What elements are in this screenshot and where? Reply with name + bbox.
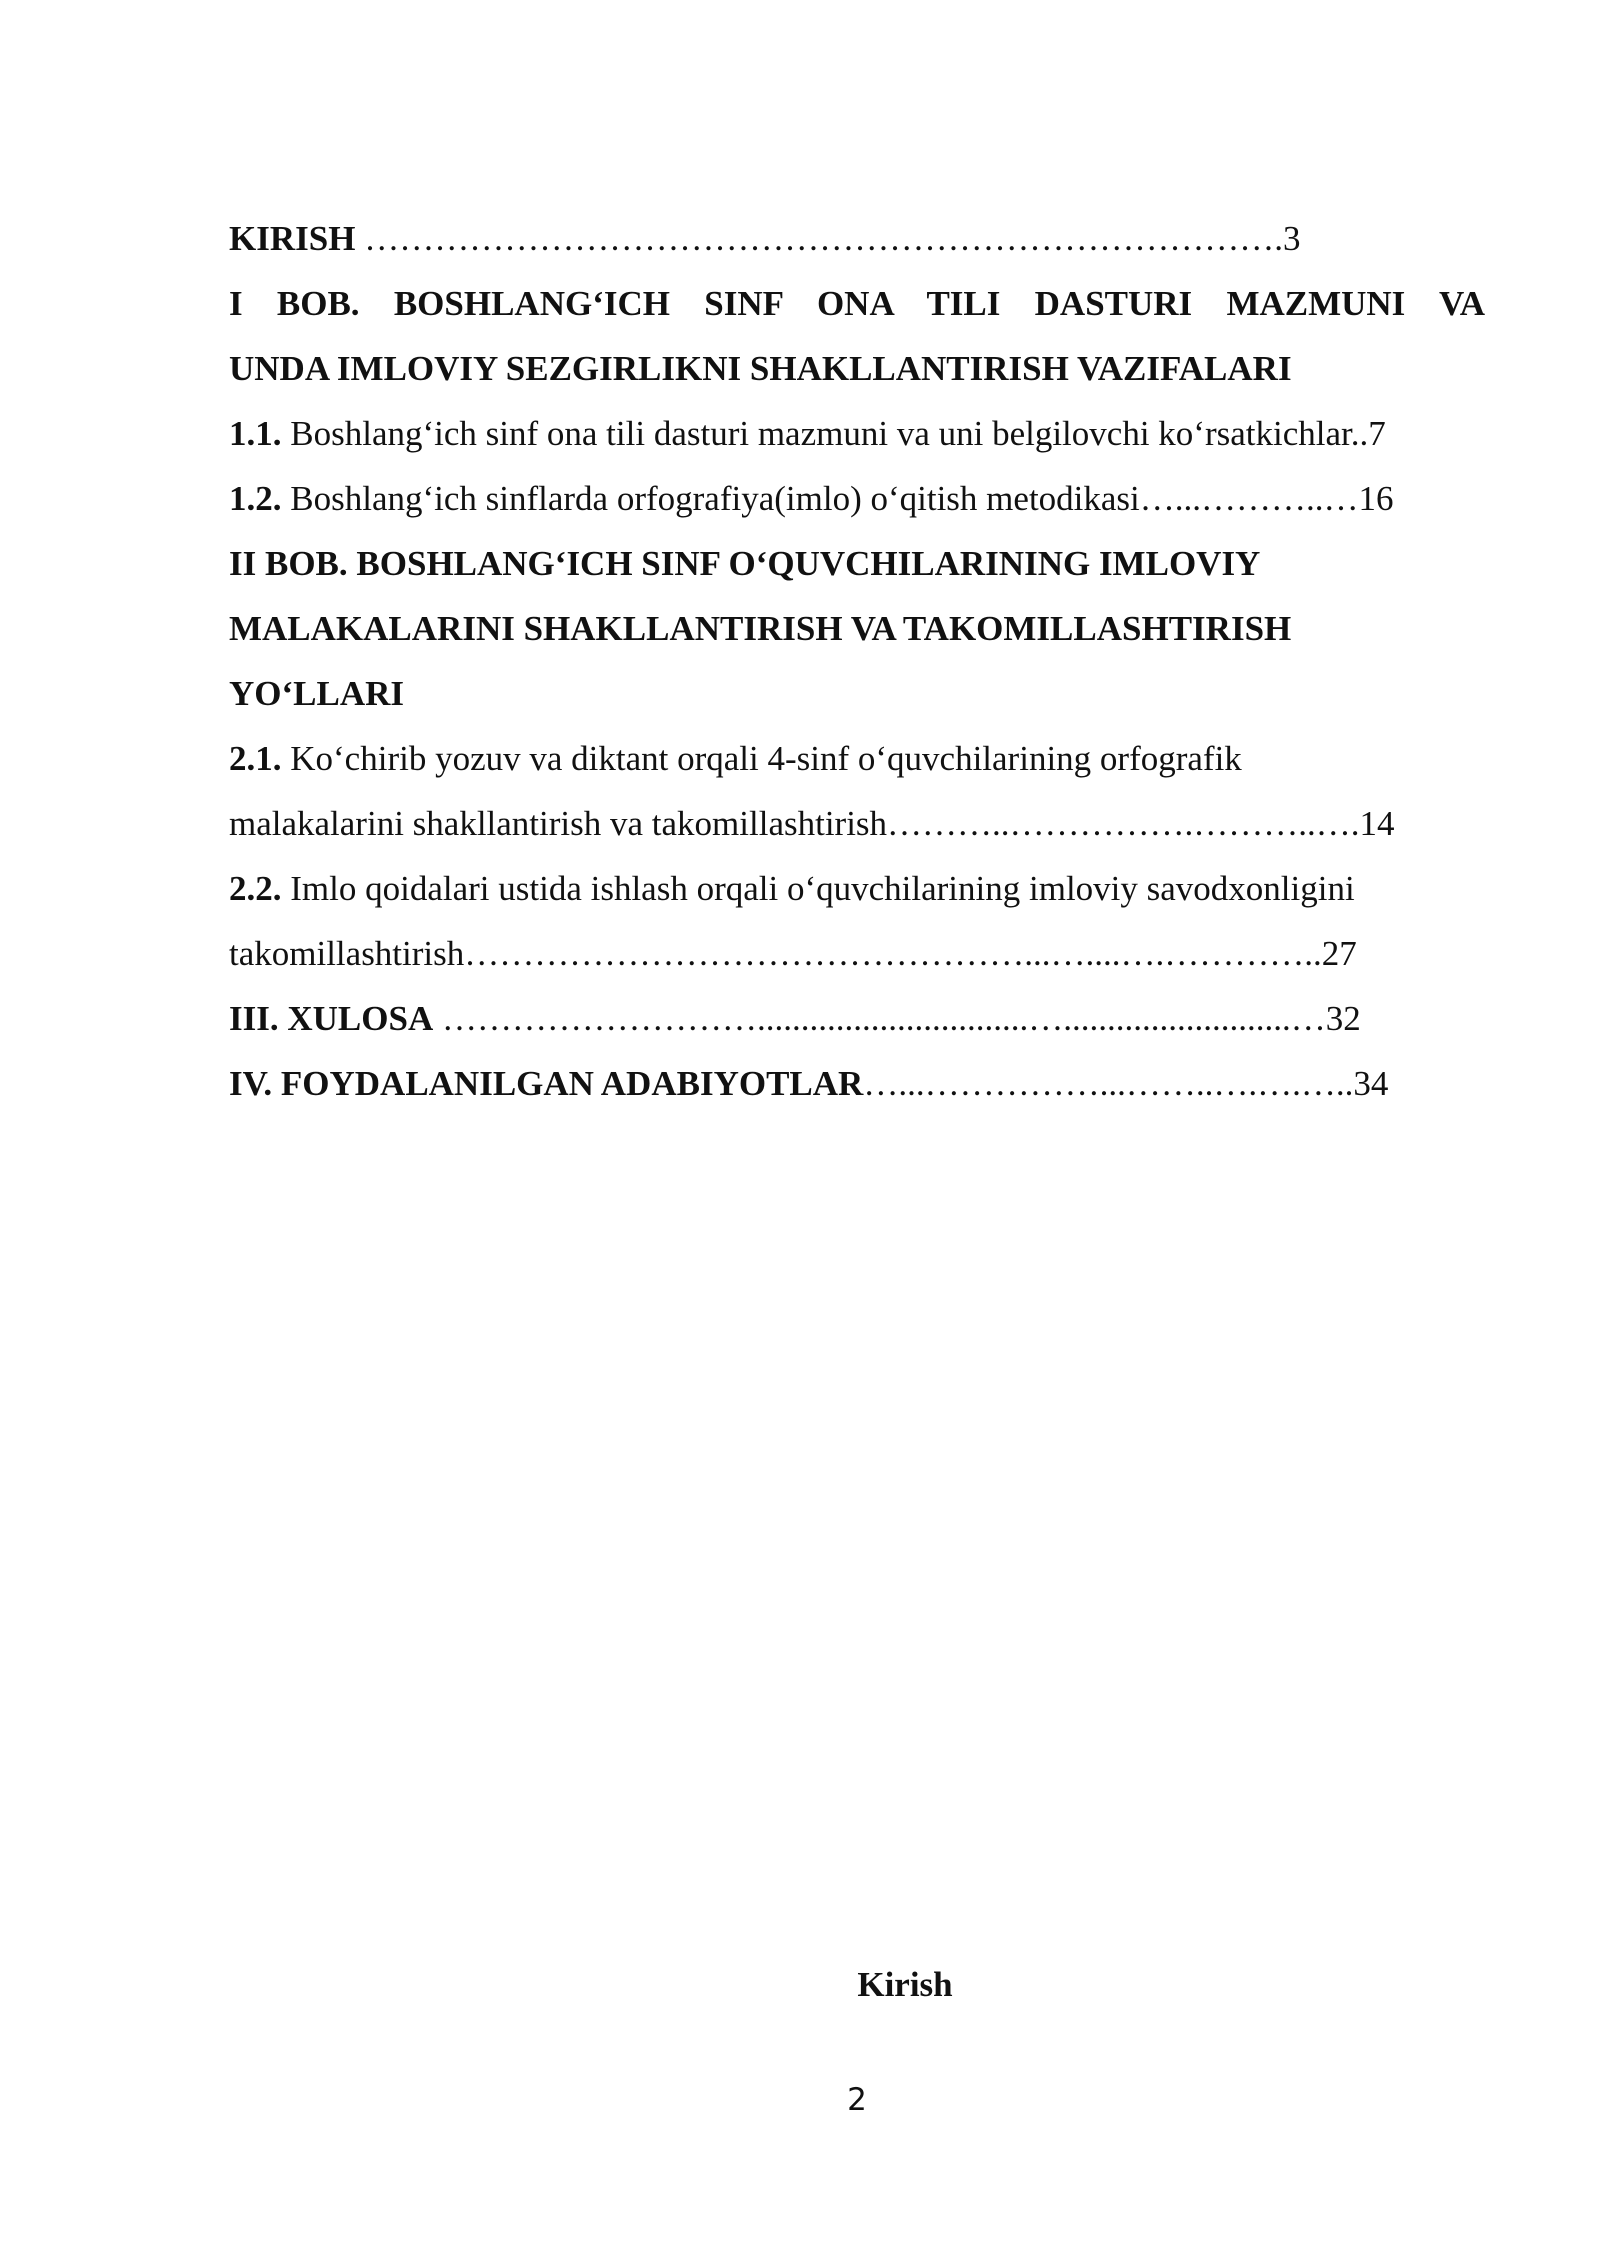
toc-adabiyotlar-leader: …...……………...……..….….…..: [863, 1064, 1354, 1103]
toc-xulosa-title: III. XULOSA: [229, 999, 434, 1038]
toc-adabiyotlar-title: IV. FOYDALANILGAN ADABIYOTLAR: [229, 1064, 864, 1103]
toc-2-1-text2: malakalarini shakllantirish va takomillashtirish………..…………….………..….: [229, 804, 1360, 843]
toc-entry-adabiyotlar: [229, 1051, 1485, 1116]
toc-1-1-number: 1.1.: [229, 414, 282, 453]
toc-kirish-leader: …………………………………………………………………….: [355, 219, 1283, 258]
toc-chapter2-line1: II BOB. BOSHLANG‘ICH SINF O‘QUVCHILARINING IMLOVIY: [229, 544, 1261, 583]
toc-xulosa-page: 32: [1325, 999, 1361, 1038]
toc-2-2-number: 2.2.: [229, 869, 282, 908]
toc-entry-2-1-line2: [229, 791, 1485, 856]
toc-1-1-text: Boshlang‘ich sinf ona tili dasturi mazmuni va uni belgilovchi ko‘rsatkichlar..: [281, 414, 1369, 453]
toc-2-1-text1: Ko‘chirib yozuv va diktant orqali 4-sinf o‘quvchilarining orfografik: [281, 739, 1242, 778]
toc-1-2-text: Boshlang‘ich sinflarda orfografiya(imlo) o‘qitish metodikasi…...………..…: [281, 479, 1359, 518]
toc-adabiyotlar-page: 34: [1353, 1064, 1389, 1103]
toc-entry-2-2-line1: [229, 856, 1485, 921]
toc-entry-2-1-line1: [229, 726, 1485, 791]
toc-2-1-number: 2.1.: [229, 739, 282, 778]
toc-kirish-page: 3: [1282, 219, 1301, 258]
toc-entry-kirish: [229, 206, 1485, 271]
toc-2-1-page: 14: [1359, 804, 1395, 843]
toc-2-2-text1: Imlo qoidalari ustida ishlash orqali o‘quvchilarining imloviy savodxonligini: [281, 869, 1355, 908]
toc-1-2-page: 16: [1358, 479, 1394, 518]
toc-entry-xulosa: [229, 986, 1485, 1051]
toc-chapter1-line1: I BOB. BOSHLANG‘ICH SINF ONA TILI DASTURI MAZMUNI VA: [229, 284, 1485, 323]
toc-chapter2-line3: YO‘LLARI: [229, 674, 405, 713]
toc-chapter2-line2: MALAKALARINI SHAKLLANTIRISH VA TAKOMILLASHTIRISH: [229, 609, 1292, 648]
toc-2-2-page: 27: [1321, 934, 1357, 973]
table-of-contents: [229, 206, 1485, 1116]
toc-2-2-text2: takomillashtirish…………………………………………...…....….…………..: [229, 934, 1322, 973]
toc-entry-1-1: [229, 401, 1485, 466]
toc-xulosa-leader: ………………………...............................…..........................…: [433, 999, 1326, 1038]
toc-kirish-title: KIRISH: [229, 219, 356, 258]
toc-1-2-number: 1.2.: [229, 479, 282, 518]
section-heading-kirish: Kirish: [857, 1965, 953, 2004]
toc-entry-1-2: [229, 466, 1485, 531]
toc-1-1-page: 7: [1368, 414, 1386, 453]
toc-chapter1-line2: UNDA IMLOVIY SEZGIRLIKNI SHAKLLANTIRISH VAZIFALARI: [229, 349, 1292, 388]
toc-entry-2-2-line2: [229, 921, 1485, 986]
page-number: 2: [847, 2082, 867, 2118]
